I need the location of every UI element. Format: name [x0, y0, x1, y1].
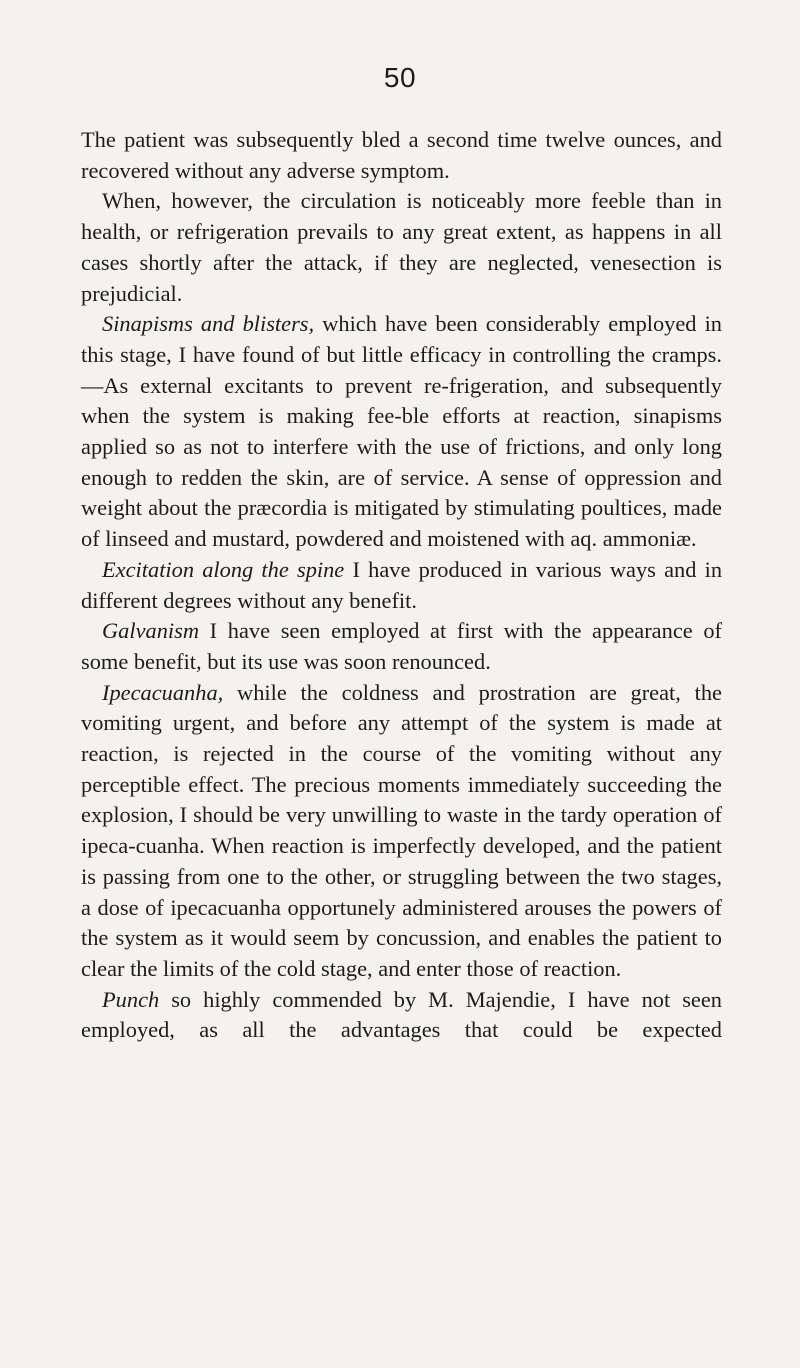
body-text — [81, 125, 722, 1046]
paragraph-punch — [81, 985, 722, 1046]
paragraph-lead-italic: Punch — [102, 986, 160, 1012]
paragraph-text: When, however, the circulation is noticeably more feeble than in health, or refrigeration prevails to any great extent, as happens in all cases shortly after the attack, if they are neglected, venesection is prejudicial. — [81, 188, 722, 306]
paragraph-galvanism — [81, 616, 722, 677]
paragraph-text: while the coldness and prostration are great, the vomiting urgent, and before any attempt of the system is made at reaction, is rejected in the course of the vomiting without any perceptible effect. The precious moments immediately succeeding the explosion, I should be very unwilling to waste in the tardy operation of ipeca-cuanha. When reaction is imperfectly developed, and the patient is passing from one to the other, or struggling between the two stages, a dose of ipecacuanha opportunely administered arouses the powers of the system as it would seem by concussion, and enables the patient to clear the limits of the cold stage, and enter those of reaction. — [81, 679, 722, 981]
paragraph-lead-italic: Ipecacuanha, — [102, 679, 224, 705]
paragraph-text: which have been considerably employed in this stage, I have found of but little efficacy in controlling the cramps.—As external excitants to prevent re-frigeration, and subsequently when the system is making fee-ble efforts at reaction, sinapisms applied so as not to interfere with the use of frictions, and only long enough to redden the skin, are of service. A sense of oppression and weight about the præcordia is mitigated by stimulating poultices, made of linseed and mustard, powdered and moistened with aq. ammoniæ. — [81, 311, 723, 552]
paragraph-sinapisms — [81, 309, 722, 555]
paragraph-bleeding-note — [81, 125, 722, 186]
paragraph-ipecacuanha — [81, 678, 722, 985]
paragraph-lead-italic: Excitation along the spine — [102, 556, 345, 582]
paragraph-text: so highly commended by M. Majendie, I have not seen employed, as all the advantages that could be expected — [81, 986, 722, 1043]
paragraph-venesection — [81, 186, 722, 309]
page-number: 50 — [383, 62, 417, 93]
paragraph-text: The patient was subsequently bled a second time twelve ounces, and recovered without any adverse symptom. — [81, 127, 722, 183]
paragraph-lead-italic: Sinapisms and blisters, — [102, 311, 315, 337]
paragraph-text: I have seen employed at first with the appearance of some benefit, but its use was soon renounced. — [81, 618, 722, 674]
paragraph-text: I have produced in various ways and in different degrees without any benefit. — [81, 556, 723, 613]
paragraph-excitation — [81, 555, 722, 616]
paragraph-lead-italic: Galvanism — [102, 618, 200, 644]
